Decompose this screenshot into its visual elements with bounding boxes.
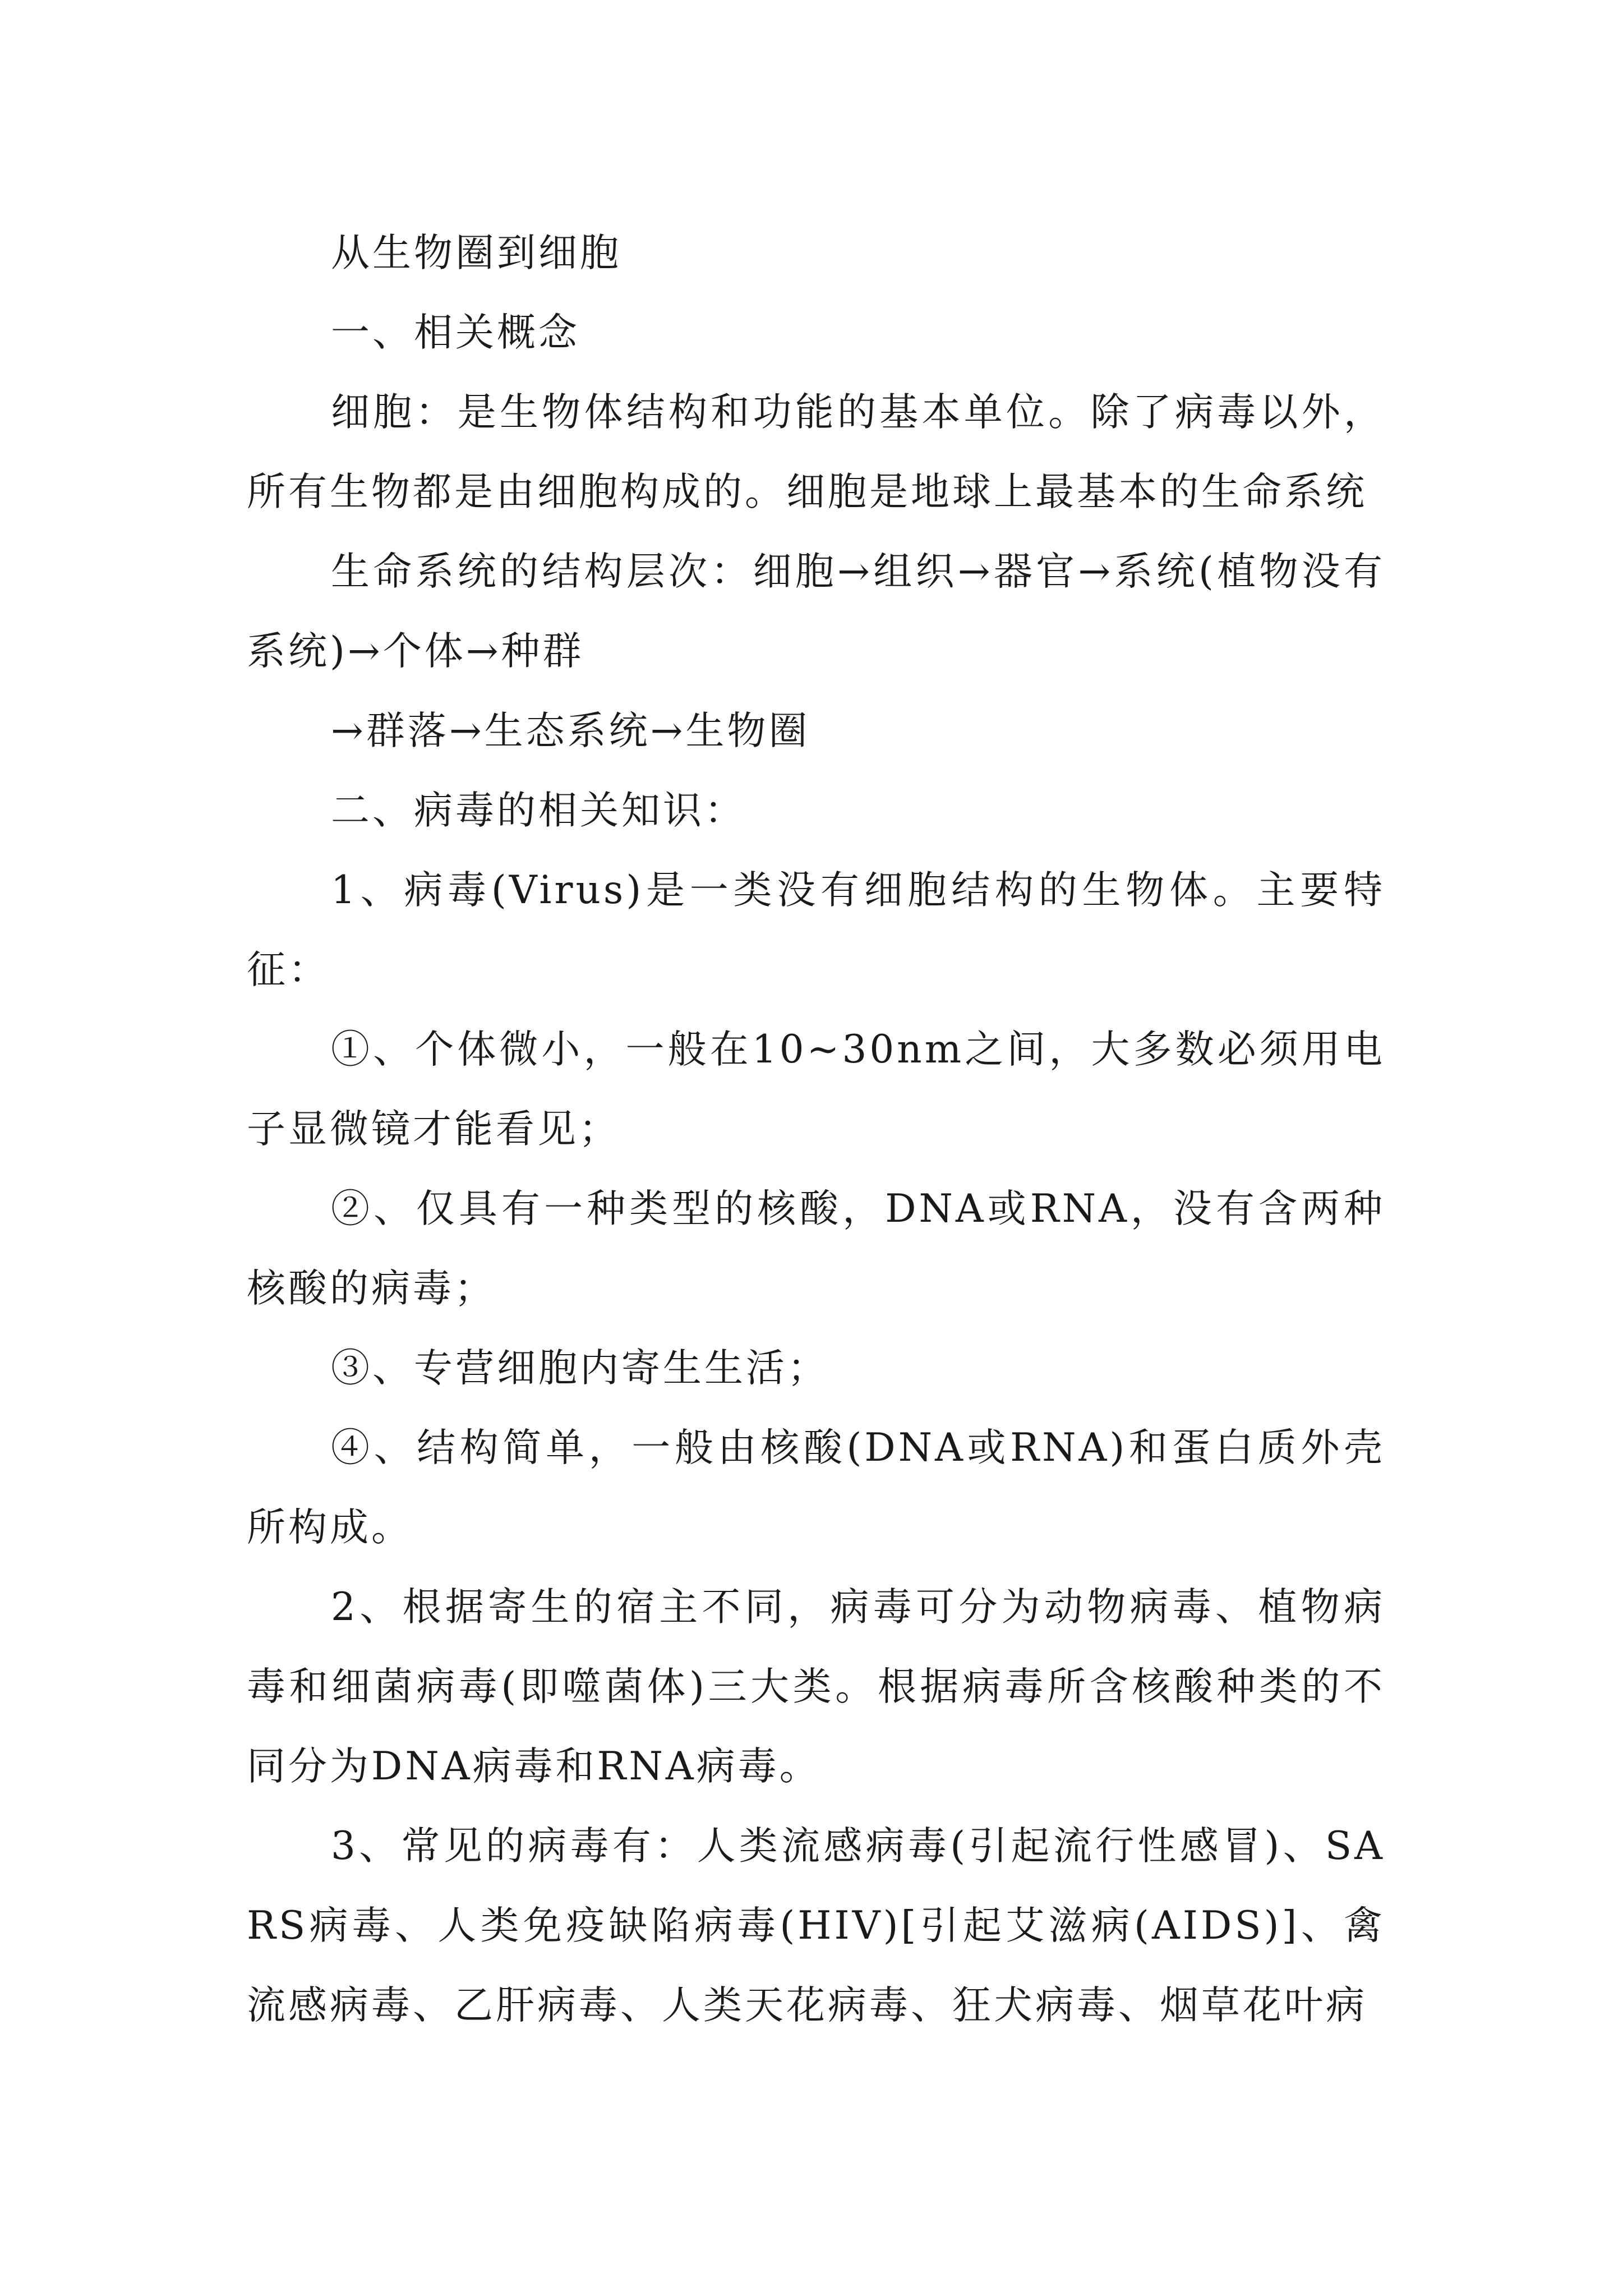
document-body: [247, 213, 1385, 2045]
paragraph: 2、根据寄生的宿主不同，病毒可分为动物病毒、植物病毒和细菌病毒(即噬菌体)三大类。根据病毒所含核酸种类的不同分为DNA病毒和RNA病毒。: [247, 1585, 1385, 1789]
paragraph: 生命系统的结构层次：细胞→组织→器官→系统(植物没有系统)→个体→种群: [247, 549, 1385, 674]
paragraph: →群落→生态系统→生物圈: [331, 708, 810, 753]
section-heading: 二、病毒的相关知识：: [331, 788, 746, 833]
list-item: ④、结构简单，一般由核酸(DNA或RNA)和蛋白质外壳所构成。: [247, 1425, 1385, 1550]
section-heading: 一、相关概念: [331, 310, 580, 355]
paragraph: 1、病毒(Virus)是一类没有细胞结构的生物体。主要特征：: [247, 868, 1385, 992]
list-item: ①、个体微小，一般在10~30nm之间，大多数必须用电子显微镜才能看见；: [247, 1027, 1385, 1152]
list-item: ②、仅具有一种类型的核酸，DNA或RNA，没有含两种核酸的病毒；: [247, 1186, 1385, 1311]
list-item: ③、专营细胞内寄生生活；: [331, 1346, 829, 1391]
document-title: 从生物圈到细胞: [331, 231, 621, 275]
paragraph: 细胞：是生物体结构和功能的基本单位。除了病毒以外，所有生物都是由细胞构成的。细胞是地球上最基本的生命系统: [247, 390, 1385, 514]
paragraph: 3、常见的病毒有：人类流感病毒(引起流行性感冒)、SARS病毒、人类免疫缺陷病毒(HIV)[引起艾滋病(AIDS)]、禽流感病毒、乙肝病毒、人类天花病毒、狂犬病毒、烟草花叶病: [247, 1824, 1385, 2028]
